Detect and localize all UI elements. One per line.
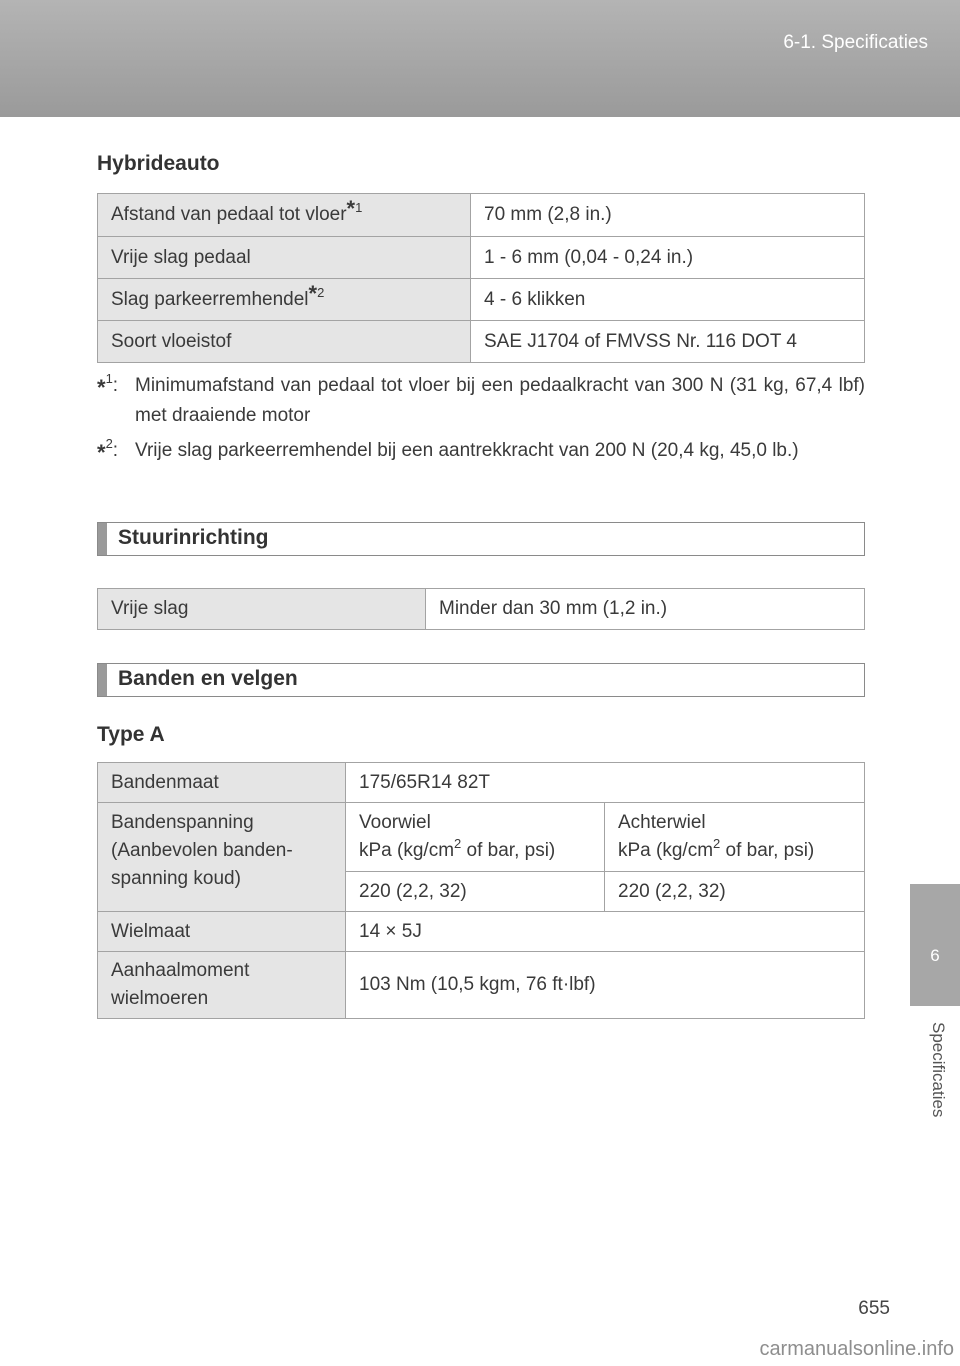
row-value: SAE J1704 of FMVSS Nr. 116 DOT 4 — [471, 321, 865, 363]
row-value: 1 - 6 mm (0,04 - 0,24 in.) — [471, 237, 865, 279]
row-label: Soort vloeistof — [98, 321, 471, 363]
section-header-steering — [97, 522, 865, 556]
brake-heading: Hybrideauto — [97, 152, 220, 175]
row-value: 175/65R14 82T — [346, 763, 865, 803]
row-label: Afstand van pedaal tot vloer$^{*1}$ — [98, 194, 471, 237]
table-row — [98, 912, 865, 952]
row-value: Minder dan 30 mm (1,2 in.) — [426, 589, 865, 630]
type-heading: Type A — [97, 723, 165, 746]
table-row — [98, 803, 865, 872]
page-number: 655 — [858, 1298, 890, 1319]
row-label: Vrije slag pedaal — [98, 237, 471, 279]
chapter-label: Specificaties — [929, 1022, 948, 1118]
rear-header: Achterwiel kPa ($kg/cm^2$ of bar, psi) — [605, 803, 865, 872]
header-title: 6-1. Specificaties — [783, 32, 928, 53]
tires-table — [97, 762, 865, 1019]
row-value: 70 mm (2,8 in.) — [471, 194, 865, 237]
watermark: carmanualsonline.info — [759, 1338, 954, 1360]
table-row — [98, 321, 865, 363]
footnote: *$^1$: Minimumafstand van pedaal tot vloer bij een pedaalkracht van 300 N (31 kg, 67,4 lbf) met draaiende motor — [97, 371, 865, 426]
row-label: Bandenspanning (Aanbevolen banden- spanning koud) — [98, 803, 346, 912]
page-header — [0, 0, 960, 117]
footnote: *$^2$: Vrije slag parkeerremhendel bij een aantrekkracht van 200 N (20,4 kg, 45,0 lb.) — [97, 436, 799, 465]
row-value: 103 Nm (10,5 kgm, 76 ft·lbf) — [346, 952, 865, 1019]
table-row — [98, 194, 865, 237]
section-title: Stuurinrichting — [118, 526, 269, 549]
row-value: 4 - 6 klikken — [471, 279, 865, 321]
row-label: Vrije slag — [98, 589, 426, 630]
steering-table — [97, 588, 865, 630]
row-label: Bandenmaat — [98, 763, 346, 803]
table-row — [98, 589, 865, 630]
row-value: 14 × 5J — [346, 912, 865, 952]
table-row — [98, 279, 865, 321]
row-label: Aanhaalmoment wielmoeren — [98, 952, 346, 1019]
section-title: Banden en velgen — [118, 667, 298, 690]
table-row — [98, 952, 865, 1019]
brake-table — [97, 193, 865, 363]
table-row — [98, 763, 865, 803]
row-label: Wielmaat — [98, 912, 346, 952]
front-header: Voorwiel kPa ($kg/cm^2$ of bar, psi) — [346, 803, 605, 872]
chapter-number: 6 — [930, 946, 940, 965]
row-label: Slag parkeerremhendel$^{*2}$ — [98, 279, 471, 321]
chapter-tab — [910, 884, 960, 1006]
section-header-tires — [97, 663, 865, 697]
front-value: 220 (2,2, 32) — [346, 872, 605, 912]
table-row — [98, 237, 865, 279]
rear-value: 220 (2,2, 32) — [605, 872, 865, 912]
